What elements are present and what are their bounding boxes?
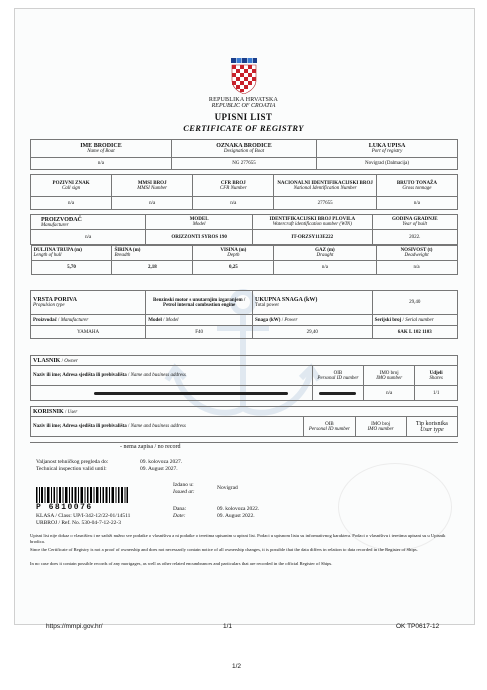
hull-length-header: DULJINA TRUPA (m) Length of hull (31, 246, 112, 261)
mmsi-value: n/a (112, 197, 193, 210)
issue-date-label-en: Date: (173, 513, 186, 519)
gross-tonnage-header: BRUTO TONAŽA Gross tonnage (376, 175, 457, 197)
owner-table (30, 355, 458, 401)
boat-name-value: n/a (31, 158, 172, 170)
engine-power-value: 29,40 (253, 326, 373, 339)
boat-designation-header: OZNAKA BRODICE Designation of Boat (171, 140, 316, 158)
country-name-hr: REPUBLIKA HRVATSKA (208, 97, 279, 103)
engine-power-label: Snaga (kW) / Power (253, 315, 373, 326)
footer-form-code: OK TP0617-12 (396, 623, 440, 630)
inspection-validity-label-en: Technical inspection valid until: (36, 466, 107, 472)
propulsion-table (30, 290, 458, 339)
document-title-hr: UPISNI LIST (214, 112, 273, 122)
inspection-validity-value-hr: 09. kolovoza 2027. (140, 459, 183, 465)
cfr-value: n/a (193, 197, 274, 210)
user-section-title: KORISNIK / User (31, 407, 458, 417)
owner-section-title: VLASNIK / Owner (31, 356, 458, 366)
deadweight-header: NOSIVOST (t) Deadweight (376, 246, 457, 261)
document-title-en: CERTIFICATE OF REGISTRY (183, 123, 304, 133)
owner-oib-header: OIB Personal ID number (312, 366, 363, 386)
boat-identity-table (30, 139, 458, 170)
owner-imo-value: n/a (364, 386, 415, 401)
user-name-header: Naziv ili ime; Adresa sjedišta ili prebivališta / Name and business address (31, 417, 304, 437)
user-type-header: Tip korisnika Usar type (406, 417, 457, 437)
engine-manufacturer-value: YAMAHA (31, 326, 146, 339)
user-no-record: - nema zapisa / no record (120, 444, 181, 450)
call-sign-header: POZIVNI ZNAK Call sign (31, 175, 112, 197)
draught-header: GAZ (m) Draught (274, 246, 376, 261)
national-id-header: NACIONALNI IDENTIFIKACIJSKI BROJ National Identification Number (274, 175, 376, 197)
note-en-1: Since the Certificate of Registry is not a proof of ownership and does not necessarily contain notice of all ownership changes, it is possible that the data differs in relation to data recorded in the Register of Ships. (30, 547, 418, 552)
ref-number: URBROJ / Ref. No. 530-04-7-12-22-3 (36, 520, 121, 526)
country-name-en: REPUBLIC OF CROATIA (211, 103, 276, 109)
engine-serial-label: Serijski broj / Serial number (372, 315, 457, 326)
user-oib-header: OIB Personal ID number (304, 417, 355, 437)
mmsi-header: MMSI BROJ MMSI Number (112, 175, 193, 197)
user-table (30, 406, 458, 437)
year-built-header: GODINA GRADNJE Year of built (372, 215, 457, 230)
depth-value: 0,25 (193, 261, 274, 275)
call-sign-value: n/a (31, 197, 112, 210)
deadweight-value: n/a (376, 261, 457, 275)
national-id-value: 277655 (274, 197, 376, 210)
win-header: IDENTIFIKACIJSKI BROJ PLOVILA Watercraft identification number (WIN) (253, 215, 373, 230)
inspection-validity-value-en: 09. August 2027. (140, 466, 178, 472)
year-built-value: 2022. (372, 230, 457, 245)
engine-model-label: Model / Model (146, 315, 253, 326)
inspection-validity-label-hr: Valjanost tehničkog pregleda do: (36, 459, 109, 465)
draught-value: n/a (274, 261, 376, 275)
port-of-registry-header: LUKA UPISA Port of registry (317, 140, 458, 158)
boat-name-header: IME BRODICE Name of Boat (31, 140, 172, 158)
propulsion-type-header: VRSTA PORIVA Propulsion type (31, 291, 146, 315)
issue-date-hr: 09. kolovoza 2022. (217, 506, 260, 512)
dimensions-table (31, 245, 458, 275)
croatian-coat-of-arms-icon (229, 58, 259, 94)
propulsion-type-value: Benzinski motor s unutarnjim izgaranjem / Petrol internal combustion engine (146, 291, 253, 315)
breadth-header: ŠIRINA (m) Breadth (112, 246, 193, 261)
engine-manufacturer-label: Proizvođač / Manufacturer (31, 315, 146, 326)
total-power-value: 29,40 (372, 291, 457, 315)
user-imo-header: IMO broj IMO number (355, 417, 406, 437)
owner-oib-redacted (312, 386, 363, 401)
manufacturer-value: n/a (31, 230, 146, 245)
port-of-registry-value: Novigrad (Dalmacija) (317, 158, 458, 170)
total-power-header: UKUPNA SNAGA (kW) Total power (253, 291, 373, 315)
issued-at-place: Novigrad (217, 485, 238, 491)
build-info-table (30, 214, 458, 275)
issue-date-label-hr: Dana: (173, 506, 187, 512)
page-number: 1/2 (232, 663, 242, 670)
footer-inner-page: 1/1 (223, 623, 233, 630)
depth-header: VISINA (m) Depth (193, 246, 274, 261)
owner-name-redacted (31, 386, 313, 401)
win-value: IT-ORZSY113E222 (253, 230, 373, 245)
owner-name-header: Naziv ili ime; Adresa sjedišta ili prebivališta / Name and business address (31, 366, 313, 386)
boat-numbers-table (30, 174, 458, 210)
gross-tonnage-value: n/a (376, 197, 457, 210)
user-table-bottom-rule (30, 442, 458, 443)
manufacturer-header: PROIZVOĐAČ Manufacturer (31, 215, 146, 230)
issued-at-label-hr: Izdano u: (173, 482, 194, 488)
model-value: ORIZZONTI SYROS 190 (146, 230, 253, 245)
footer-url[interactable]: https://mmpi.gov.hr/ (46, 623, 103, 630)
boat-designation-value: NG 277655 (171, 158, 316, 170)
note-hr: Upisni list nije dokaz o vlasništvu i ne sadrži nužno sve podatke o vlasništvu a ni podatke o teretima upisanim u upisni list. Podaci u upisnom listu su informativnog karaktera. Podaci o vlasništvu i teretima upisani su u Upisnik brodica. (30, 533, 446, 544)
owner-shares-header: Udjeli Shares (415, 366, 458, 386)
barcode-number: P 6810076 (36, 503, 93, 512)
cfr-header: CFR BROJ CFR Number (193, 175, 274, 197)
barcode-icon (36, 487, 128, 503)
class-reference: KLASA / Class: UP/I-342-12/22-01/14511 (36, 513, 131, 519)
engine-serial-value: 6AK L 102 1103 (372, 326, 457, 339)
issue-date-en: 09. August 2022. (217, 513, 255, 519)
note-en-2: In no case does it contain possible records of any mortgages, as well as other related encumbrances and particulars that are recorded in the official Register of Ships. (30, 561, 333, 566)
owner-shares-value: 1/1 (415, 386, 458, 401)
hull-length-value: 5,70 (31, 261, 112, 275)
engine-model-value: F40 (146, 326, 253, 339)
issued-at-label-en: Issued at: (173, 489, 195, 495)
model-header: MODEL Model (146, 215, 253, 230)
breadth-value: 2,18 (112, 261, 193, 275)
owner-imo-header: IMO broj IMO number (364, 366, 415, 386)
